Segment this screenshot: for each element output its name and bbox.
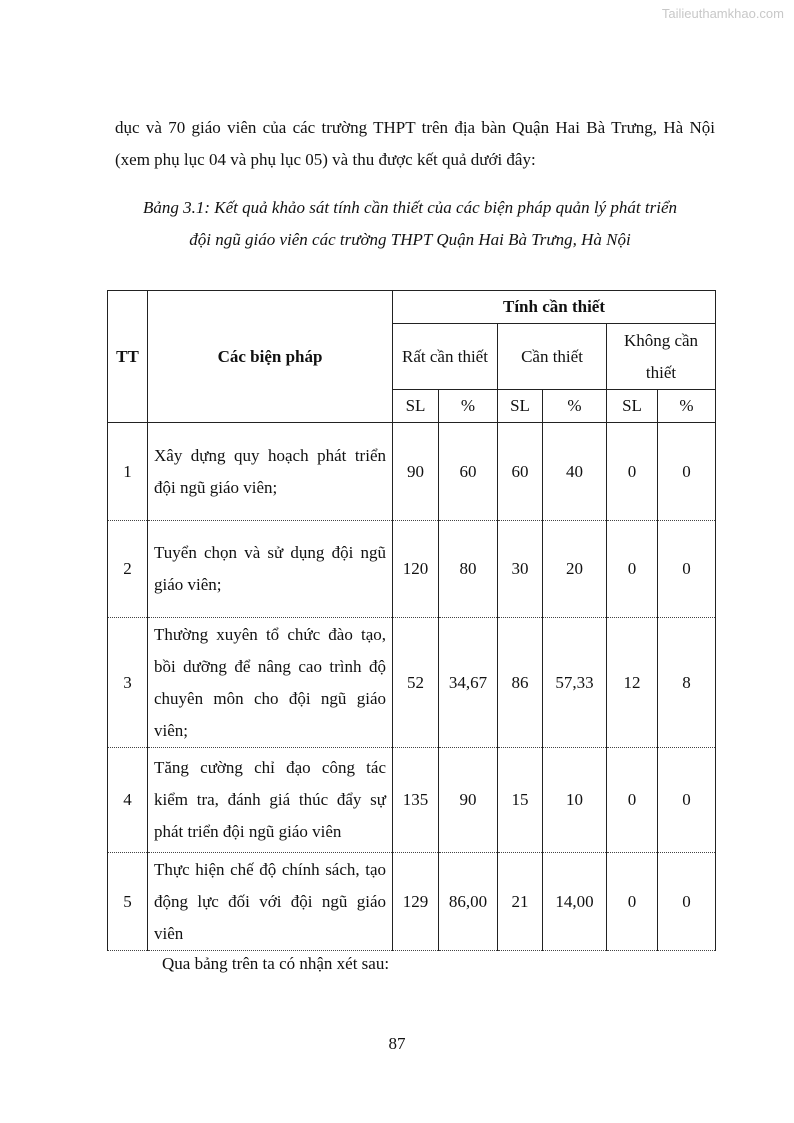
row-number: 2 [108, 521, 148, 618]
value-cell: 0 [607, 521, 658, 618]
remark-paragraph: Qua bảng trên ta có nhận xét sau: [162, 954, 390, 973]
value-cell: 30 [498, 521, 543, 618]
header-pct: % [439, 390, 498, 423]
value-cell: 10 [543, 748, 607, 853]
value-cell: 135 [393, 748, 439, 853]
watermark: Tailieuthamkhao.com [661, 6, 784, 21]
measure-text: Thường xuyên tổ chức đào tạo, bồi dưỡng để nâng cao trình độ chuyên môn cho đội ngũ giáo viên; [148, 618, 393, 748]
value-cell: 86 [498, 618, 543, 748]
header-sl: SL [498, 390, 543, 423]
value-cell: 0 [607, 853, 658, 951]
value-cell: 0 [658, 853, 716, 951]
value-cell: 8 [658, 618, 716, 748]
value-cell: 20 [543, 521, 607, 618]
value-cell: 0 [607, 748, 658, 853]
value-cell: 86,00 [439, 853, 498, 951]
header-not-necessary: Không cần thiết [607, 324, 716, 390]
value-cell: 34,67 [439, 618, 498, 748]
survey-table [107, 290, 716, 951]
caption-line-2: đội ngũ giáo viên các trường THPT Quận Hai Bà Trưng, Hà Nội [189, 230, 631, 249]
table-row [108, 748, 716, 853]
value-cell: 120 [393, 521, 439, 618]
value-cell: 40 [543, 423, 607, 521]
header-very-necessary: Rất cần thiết [393, 324, 498, 390]
value-cell: 52 [393, 618, 439, 748]
intro-paragraph: dục và 70 giáo viên của các trường THPT trên địa bàn Quận Hai Bà Trưng, Hà Nội (xem phụ lục 04 và phụ lục 05) và thu được kết quả dưới đây: [115, 118, 715, 169]
header-necessary: Cần thiết [498, 324, 607, 390]
value-cell: 0 [607, 423, 658, 521]
measure-text: Xây dựng quy hoạch phát triển đội ngũ giáo viên; [148, 423, 393, 521]
value-cell: 14,00 [543, 853, 607, 951]
value-cell: 60 [498, 423, 543, 521]
value-cell: 60 [439, 423, 498, 521]
table-row [108, 423, 716, 521]
header-measures: Các biện pháp [148, 291, 393, 423]
page-number: 87 [388, 1034, 406, 1053]
header-necessity: Tính cần thiết [393, 291, 716, 324]
value-cell: 129 [393, 853, 439, 951]
table-row [108, 618, 716, 748]
value-cell: 80 [439, 521, 498, 618]
header-pct: % [543, 390, 607, 423]
header-sl: SL [607, 390, 658, 423]
value-cell: 12 [607, 618, 658, 748]
header-sl: SL [393, 390, 439, 423]
row-number: 1 [108, 423, 148, 521]
value-cell: 0 [658, 423, 716, 521]
table-caption [100, 192, 720, 256]
caption-line-1: Bảng 3.1: Kết quả khảo sát tính cần thiết của các biện pháp quản lý phát triển [143, 198, 677, 217]
header-tt: TT [108, 291, 148, 423]
value-cell: 0 [658, 521, 716, 618]
row-number: 4 [108, 748, 148, 853]
measure-text: Thực hiện chế độ chính sách, tạo động lực đối với đội ngũ giáo viên [148, 853, 393, 951]
value-cell: 90 [439, 748, 498, 853]
header-pct: % [658, 390, 716, 423]
row-number: 3 [108, 618, 148, 748]
value-cell: 57,33 [543, 618, 607, 748]
table-row [108, 521, 716, 618]
value-cell: 21 [498, 853, 543, 951]
row-number: 5 [108, 853, 148, 951]
value-cell: 15 [498, 748, 543, 853]
measure-text: Tăng cường chỉ đạo công tác kiểm tra, đánh giá thúc đẩy sự phát triển đội ngũ giáo viên [148, 748, 393, 853]
measure-text: Tuyển chọn và sử dụng đội ngũ giáo viên; [148, 521, 393, 618]
value-cell: 90 [393, 423, 439, 521]
value-cell: 0 [658, 748, 716, 853]
table-row [108, 853, 716, 951]
